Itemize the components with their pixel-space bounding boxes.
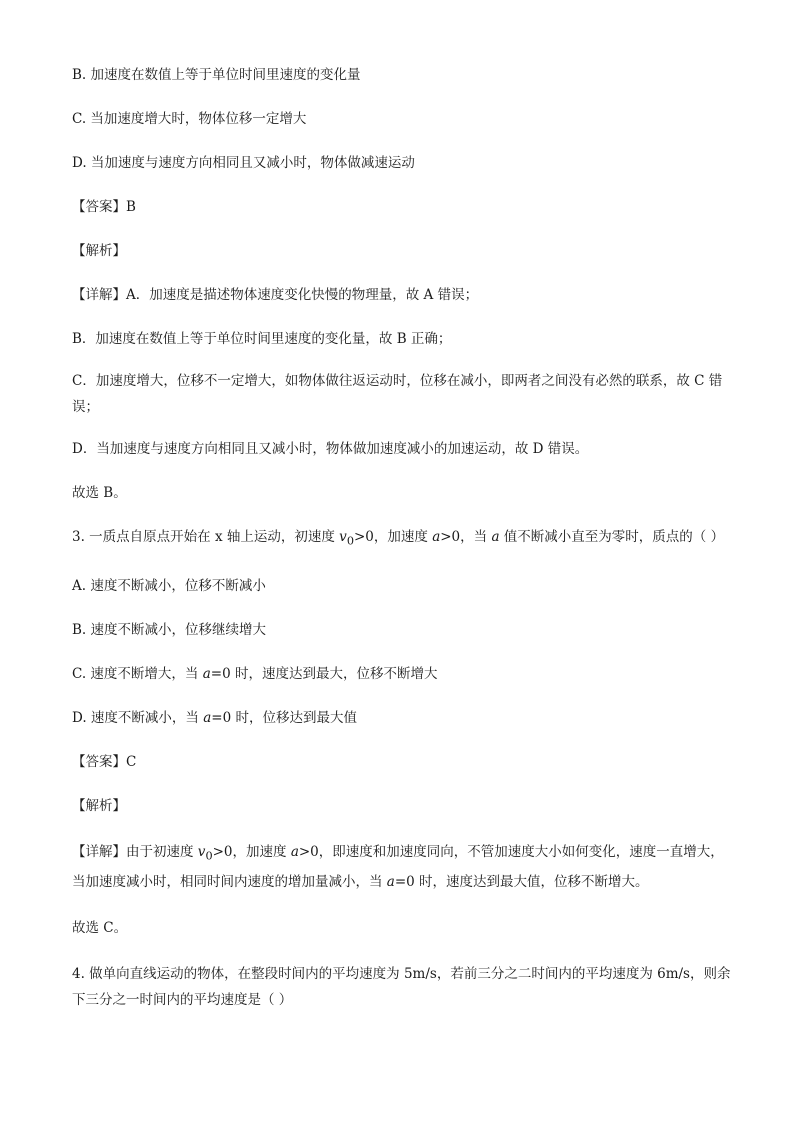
- q3-detail-mid2: >0，即速度和加速度同向，不管加速度大小如何变化，速度一直增大，当加速度减小时，相同时间内速度的增加量减小，当: [72, 843, 724, 891]
- q3-detail-v0-symbol: v: [197, 843, 206, 860]
- q2-detail-a: 【详解】A．加速度是描述物体速度变化快慢的物理量，故 A 错误；: [72, 287, 479, 303]
- q3-option-b: B. 速度不断减小，位移继续增大: [72, 621, 267, 638]
- q3-stem: [72, 526, 732, 553]
- q3-answer: [72, 751, 732, 773]
- q2-answer: [72, 196, 732, 218]
- q3-v0-symbol: v: [339, 529, 347, 545]
- q2-option-c: C. 当加速度增大时，物体位移一定增大: [72, 111, 307, 127]
- q3-stem-mid2: >0，当: [440, 529, 492, 545]
- q3-option-c-prefix: C. 速度不断增大，当: [72, 665, 203, 682]
- q3-option-c-suffix: =0 时，速度达到最大，位移不断增大: [210, 665, 438, 682]
- q2-analysis-label: 【解析】: [72, 243, 126, 259]
- q2-answer-value: B: [126, 199, 136, 215]
- q3-detail-prefix: 【详解】由于初速度: [72, 843, 198, 860]
- q3-option-a: A. 速度不断减小，位移不断减小: [72, 577, 266, 594]
- q3-stem-prefix: 3. 一质点自原点开始在 x 轴上运动，初速度: [72, 529, 340, 545]
- q2-detail-c: C．加速度增大，位移不一定增大，如物体做往返运动时，位移在减小，即两者之间没有必然的联系，故 C 错误；: [72, 373, 723, 415]
- q3-detail-a-symbol-2: a: [386, 874, 395, 891]
- q3-option-d: [72, 707, 732, 729]
- q3-answer-label: 【答案】: [72, 753, 126, 770]
- q3-option-d-suffix: =0 时，位移达到最大值: [211, 709, 357, 726]
- q3-stem-mid1: >0，加速度: [353, 529, 433, 545]
- q3-option-c: [72, 663, 732, 685]
- q3-a-symbol: a: [432, 529, 441, 545]
- q3-option-d-prefix: D. 速度不断减小，当: [72, 709, 204, 726]
- q3-stem-suffix: 值不断减小直至为零时，质点的（ ）: [499, 529, 725, 545]
- q3-answer-value: C: [126, 753, 137, 770]
- q2-option-d: D. 当加速度与速度方向相同且又减小时，物体做减速运动: [72, 155, 415, 171]
- q3-option-c-a-symbol: a: [202, 665, 211, 682]
- q3-option-d-a-symbol: a: [203, 709, 212, 726]
- q3-detail-suffix: =0 时，速度达到最大值，位移不断增大。: [394, 874, 649, 891]
- q3-detail-v0-subscript: 0: [205, 849, 213, 863]
- q2-detail-d: D．当加速度与速度方向相同且又减小时，物体做加速度减小的加速运动，故 D 错误。: [72, 441, 589, 457]
- document-page: [72, 64, 732, 1013]
- q3-detail-a-symbol: a: [290, 843, 299, 860]
- q2-detail-b: B．加速度在数值上等于单位时间里速度的变化量，故 B 正确；: [72, 331, 452, 347]
- q2-conclusion: 故选 B。: [72, 485, 127, 501]
- q3-v0-subscript: 0: [346, 534, 354, 548]
- q3-detail: [72, 839, 732, 896]
- q2-option-b: B. 加速度在数值上等于单位时间里速度的变化量: [72, 67, 361, 83]
- q2-answer-label: 【答案】: [72, 199, 126, 215]
- q4-stem: 4. 做单向直线运动的物体，在整段时间内的平均速度为 5m/s，若前三分之二时间内的平均速度为 6m/s，则余下三分之一时间内的平均速度是（ ）: [72, 966, 731, 1009]
- q3-conclusion: 故选 C。: [72, 920, 128, 937]
- q3-detail-mid1: >0，加速度: [212, 843, 291, 860]
- q3-analysis-label: 【解析】: [72, 797, 126, 814]
- q3-a-symbol-2: a: [491, 529, 500, 545]
